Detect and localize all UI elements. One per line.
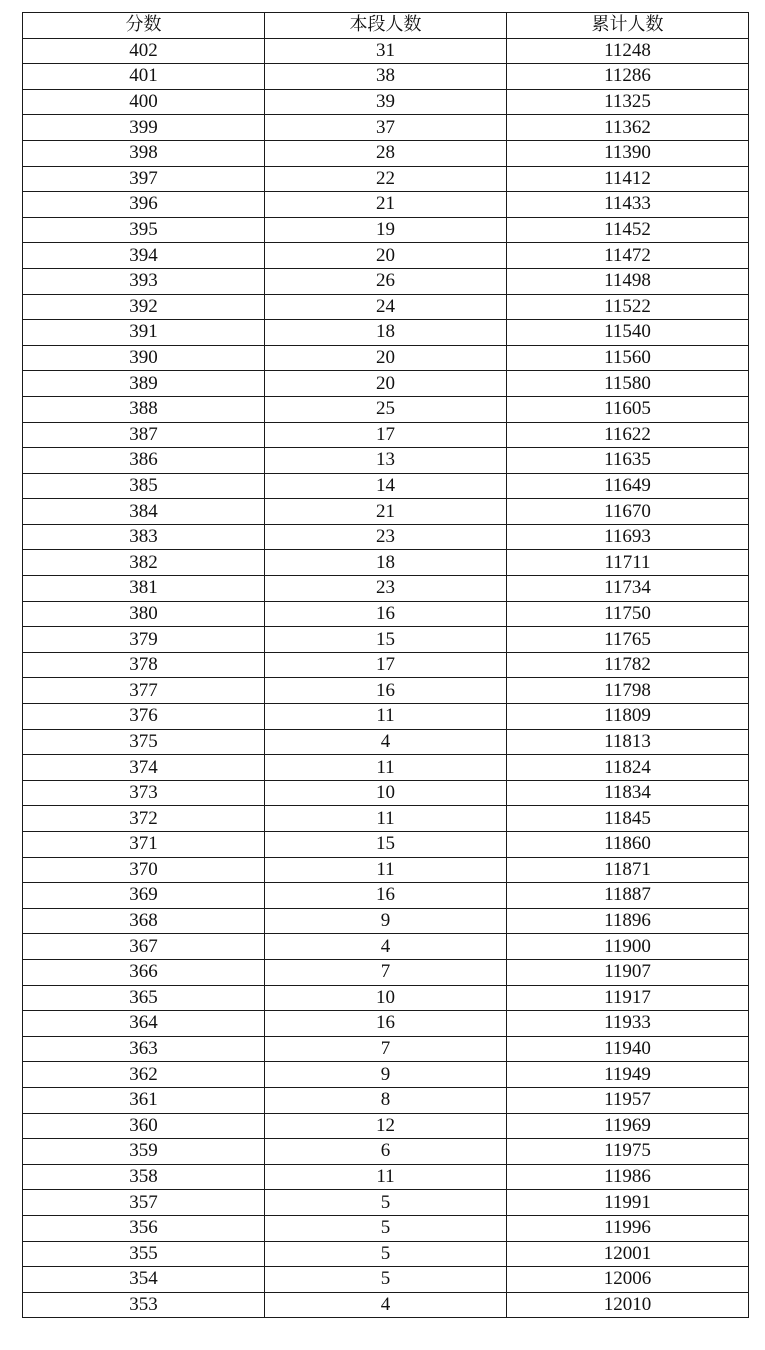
table-row xyxy=(23,473,749,499)
cumulative-count-cell: 11809 xyxy=(507,704,749,730)
segment-count-cell: 7 xyxy=(265,1036,507,1062)
table-row xyxy=(23,755,749,781)
cumulative-count-cell: 12006 xyxy=(507,1267,749,1293)
segment-count-cell: 12 xyxy=(265,1113,507,1139)
table-row xyxy=(23,524,749,550)
cumulative-count-cell: 11996 xyxy=(507,1215,749,1241)
segment-count-cell: 4 xyxy=(265,934,507,960)
table-row xyxy=(23,678,749,704)
segment-count-cell: 21 xyxy=(265,192,507,218)
cumulative-count-cell: 11824 xyxy=(507,755,749,781)
segment-count-cell: 23 xyxy=(265,524,507,550)
table-row xyxy=(23,806,749,832)
segment-count-cell: 5 xyxy=(265,1267,507,1293)
cumulative-count-cell: 11933 xyxy=(507,1011,749,1037)
cumulative-count-cell: 11734 xyxy=(507,576,749,602)
cumulative-count-cell: 11693 xyxy=(507,524,749,550)
table-row xyxy=(23,652,749,678)
cumulative-count-cell: 12001 xyxy=(507,1241,749,1267)
score-cell: 397 xyxy=(23,166,265,192)
header-score: 分数 xyxy=(23,13,265,39)
cumulative-count-cell: 11472 xyxy=(507,243,749,269)
cumulative-count-cell: 11248 xyxy=(507,38,749,64)
table-row xyxy=(23,1113,749,1139)
score-cell: 372 xyxy=(23,806,265,832)
cumulative-count-cell: 11834 xyxy=(507,780,749,806)
table-row xyxy=(23,1011,749,1037)
segment-count-cell: 18 xyxy=(265,550,507,576)
cumulative-count-cell: 11798 xyxy=(507,678,749,704)
segment-count-cell: 10 xyxy=(265,780,507,806)
segment-count-cell: 39 xyxy=(265,89,507,115)
score-cell: 394 xyxy=(23,243,265,269)
table-row xyxy=(23,1241,749,1267)
cumulative-count-cell: 11622 xyxy=(507,422,749,448)
table-row xyxy=(23,371,749,397)
score-cell: 357 xyxy=(23,1190,265,1216)
table-row xyxy=(23,601,749,627)
table-row xyxy=(23,908,749,934)
score-cell: 359 xyxy=(23,1139,265,1165)
score-cell: 402 xyxy=(23,38,265,64)
score-cell: 353 xyxy=(23,1292,265,1318)
table-row xyxy=(23,192,749,218)
table-row xyxy=(23,1087,749,1113)
table-row xyxy=(23,729,749,755)
score-cell: 361 xyxy=(23,1087,265,1113)
table-row xyxy=(23,576,749,602)
table-row xyxy=(23,1062,749,1088)
segment-count-cell: 5 xyxy=(265,1241,507,1267)
score-cell: 354 xyxy=(23,1267,265,1293)
segment-count-cell: 7 xyxy=(265,959,507,985)
segment-count-cell: 11 xyxy=(265,1164,507,1190)
table-row xyxy=(23,857,749,883)
cumulative-count-cell: 11670 xyxy=(507,499,749,525)
score-cell: 391 xyxy=(23,320,265,346)
table-row xyxy=(23,268,749,294)
cumulative-count-cell: 11750 xyxy=(507,601,749,627)
cumulative-count-cell: 11649 xyxy=(507,473,749,499)
cumulative-count-cell: 11782 xyxy=(507,652,749,678)
cumulative-count-cell: 11605 xyxy=(507,396,749,422)
table-row xyxy=(23,115,749,141)
cumulative-count-cell: 11452 xyxy=(507,217,749,243)
cumulative-count-cell: 11560 xyxy=(507,345,749,371)
score-cell: 375 xyxy=(23,729,265,755)
cumulative-count-cell: 11969 xyxy=(507,1113,749,1139)
segment-count-cell: 17 xyxy=(265,652,507,678)
segment-count-cell: 6 xyxy=(265,1139,507,1165)
table-row xyxy=(23,1215,749,1241)
score-cell: 358 xyxy=(23,1164,265,1190)
score-cell: 390 xyxy=(23,345,265,371)
segment-count-cell: 31 xyxy=(265,38,507,64)
table-body xyxy=(23,38,749,1318)
score-cell: 371 xyxy=(23,832,265,858)
score-cell: 363 xyxy=(23,1036,265,1062)
table-row xyxy=(23,1190,749,1216)
cumulative-count-cell: 11896 xyxy=(507,908,749,934)
cumulative-count-cell: 11917 xyxy=(507,985,749,1011)
cumulative-count-cell: 11711 xyxy=(507,550,749,576)
segment-count-cell: 4 xyxy=(265,1292,507,1318)
score-cell: 364 xyxy=(23,1011,265,1037)
score-cell: 379 xyxy=(23,627,265,653)
segment-count-cell: 15 xyxy=(265,627,507,653)
score-cell: 362 xyxy=(23,1062,265,1088)
table-row xyxy=(23,64,749,90)
score-cell: 401 xyxy=(23,64,265,90)
table-row xyxy=(23,294,749,320)
header-segment-count: 本段人数 xyxy=(265,13,507,39)
header-row xyxy=(23,13,749,39)
segment-count-cell: 38 xyxy=(265,64,507,90)
score-cell: 374 xyxy=(23,755,265,781)
table-row xyxy=(23,1267,749,1293)
segment-count-cell: 11 xyxy=(265,755,507,781)
score-cell: 376 xyxy=(23,704,265,730)
table-row xyxy=(23,704,749,730)
cumulative-count-cell: 11871 xyxy=(507,857,749,883)
score-cell: 355 xyxy=(23,1241,265,1267)
table-row xyxy=(23,780,749,806)
table-row xyxy=(23,422,749,448)
table-row xyxy=(23,140,749,166)
cumulative-count-cell: 11286 xyxy=(507,64,749,90)
cumulative-count-cell: 11362 xyxy=(507,115,749,141)
score-cell: 387 xyxy=(23,422,265,448)
score-cell: 368 xyxy=(23,908,265,934)
table-row xyxy=(23,959,749,985)
cumulative-count-cell: 11860 xyxy=(507,832,749,858)
score-cell: 369 xyxy=(23,883,265,909)
segment-count-cell: 16 xyxy=(265,601,507,627)
cumulative-count-cell: 11412 xyxy=(507,166,749,192)
cumulative-count-cell: 11325 xyxy=(507,89,749,115)
score-cell: 392 xyxy=(23,294,265,320)
segment-count-cell: 8 xyxy=(265,1087,507,1113)
segment-count-cell: 25 xyxy=(265,396,507,422)
score-cell: 365 xyxy=(23,985,265,1011)
segment-count-cell: 37 xyxy=(265,115,507,141)
table-row xyxy=(23,550,749,576)
cumulative-count-cell: 11540 xyxy=(507,320,749,346)
segment-count-cell: 15 xyxy=(265,832,507,858)
cumulative-count-cell: 11433 xyxy=(507,192,749,218)
score-cell: 385 xyxy=(23,473,265,499)
table-row xyxy=(23,1139,749,1165)
cumulative-count-cell: 11986 xyxy=(507,1164,749,1190)
table-header xyxy=(23,13,749,39)
cumulative-count-cell: 11957 xyxy=(507,1087,749,1113)
segment-count-cell: 21 xyxy=(265,499,507,525)
segment-count-cell: 13 xyxy=(265,448,507,474)
table-row xyxy=(23,985,749,1011)
score-cell: 356 xyxy=(23,1215,265,1241)
cumulative-count-cell: 11949 xyxy=(507,1062,749,1088)
cumulative-count-cell: 12010 xyxy=(507,1292,749,1318)
table-row xyxy=(23,1292,749,1318)
segment-count-cell: 10 xyxy=(265,985,507,1011)
table-row xyxy=(23,883,749,909)
segment-count-cell: 19 xyxy=(265,217,507,243)
segment-count-cell: 11 xyxy=(265,857,507,883)
cumulative-count-cell: 11887 xyxy=(507,883,749,909)
cumulative-count-cell: 11975 xyxy=(507,1139,749,1165)
segment-count-cell: 20 xyxy=(265,371,507,397)
segment-count-cell: 24 xyxy=(265,294,507,320)
segment-count-cell: 5 xyxy=(265,1190,507,1216)
cumulative-count-cell: 11991 xyxy=(507,1190,749,1216)
score-cell: 396 xyxy=(23,192,265,218)
score-cell: 366 xyxy=(23,959,265,985)
segment-count-cell: 16 xyxy=(265,678,507,704)
score-cell: 400 xyxy=(23,89,265,115)
table-row xyxy=(23,934,749,960)
table-row xyxy=(23,396,749,422)
cumulative-count-cell: 11765 xyxy=(507,627,749,653)
score-cell: 360 xyxy=(23,1113,265,1139)
score-cell: 399 xyxy=(23,115,265,141)
cumulative-count-cell: 11635 xyxy=(507,448,749,474)
segment-count-cell: 9 xyxy=(265,1062,507,1088)
table-row xyxy=(23,38,749,64)
table-row xyxy=(23,217,749,243)
cumulative-count-cell: 11813 xyxy=(507,729,749,755)
score-cell: 383 xyxy=(23,524,265,550)
segment-count-cell: 4 xyxy=(265,729,507,755)
table-row xyxy=(23,499,749,525)
score-distribution-table xyxy=(22,12,749,1318)
score-cell: 370 xyxy=(23,857,265,883)
score-cell: 381 xyxy=(23,576,265,602)
segment-count-cell: 28 xyxy=(265,140,507,166)
score-cell: 384 xyxy=(23,499,265,525)
score-cell: 380 xyxy=(23,601,265,627)
table-row xyxy=(23,243,749,269)
score-cell: 398 xyxy=(23,140,265,166)
score-cell: 382 xyxy=(23,550,265,576)
segment-count-cell: 14 xyxy=(265,473,507,499)
table-row xyxy=(23,627,749,653)
cumulative-count-cell: 11498 xyxy=(507,268,749,294)
cumulative-count-cell: 11900 xyxy=(507,934,749,960)
cumulative-count-cell: 11940 xyxy=(507,1036,749,1062)
table-row xyxy=(23,1036,749,1062)
score-cell: 389 xyxy=(23,371,265,397)
segment-count-cell: 16 xyxy=(265,1011,507,1037)
score-cell: 378 xyxy=(23,652,265,678)
segment-count-cell: 18 xyxy=(265,320,507,346)
segment-count-cell: 20 xyxy=(265,243,507,269)
segment-count-cell: 11 xyxy=(265,806,507,832)
segment-count-cell: 9 xyxy=(265,908,507,934)
score-cell: 377 xyxy=(23,678,265,704)
cumulative-count-cell: 11390 xyxy=(507,140,749,166)
cumulative-count-cell: 11580 xyxy=(507,371,749,397)
cumulative-count-cell: 11845 xyxy=(507,806,749,832)
table-row xyxy=(23,320,749,346)
segment-count-cell: 22 xyxy=(265,166,507,192)
table-row xyxy=(23,345,749,371)
score-cell: 388 xyxy=(23,396,265,422)
segment-count-cell: 23 xyxy=(265,576,507,602)
table-row xyxy=(23,89,749,115)
segment-count-cell: 26 xyxy=(265,268,507,294)
segment-count-cell: 5 xyxy=(265,1215,507,1241)
score-cell: 386 xyxy=(23,448,265,474)
segment-count-cell: 17 xyxy=(265,422,507,448)
segment-count-cell: 20 xyxy=(265,345,507,371)
table-row xyxy=(23,1164,749,1190)
score-cell: 373 xyxy=(23,780,265,806)
cumulative-count-cell: 11522 xyxy=(507,294,749,320)
segment-count-cell: 16 xyxy=(265,883,507,909)
header-cumulative-count: 累计人数 xyxy=(507,13,749,39)
score-cell: 395 xyxy=(23,217,265,243)
table-row xyxy=(23,448,749,474)
cumulative-count-cell: 11907 xyxy=(507,959,749,985)
segment-count-cell: 11 xyxy=(265,704,507,730)
table-row xyxy=(23,166,749,192)
table-row xyxy=(23,832,749,858)
score-cell: 367 xyxy=(23,934,265,960)
score-cell: 393 xyxy=(23,268,265,294)
